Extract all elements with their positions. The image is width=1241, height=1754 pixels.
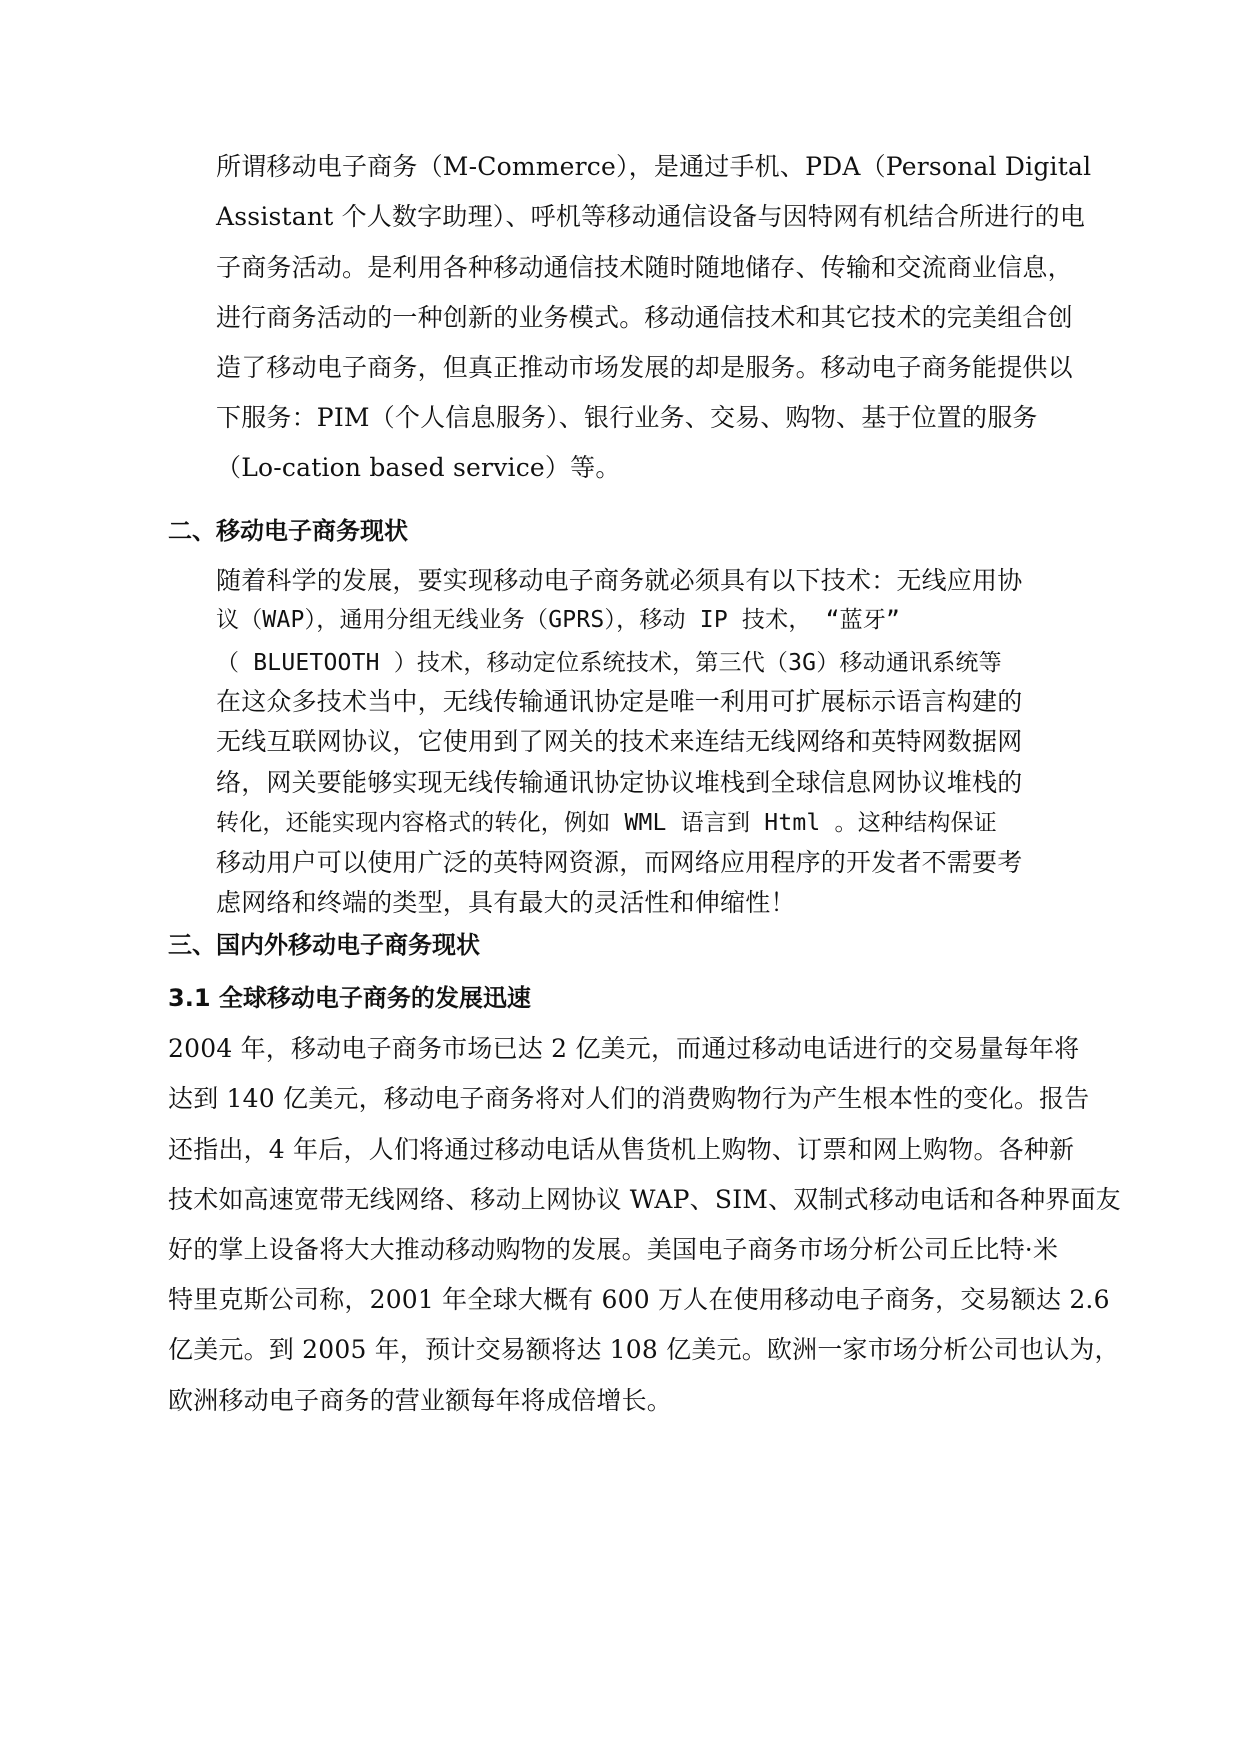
section-3-line-3: 还指出，4 年后，人们将通过移动电话从售货机上购物、订票和网上购物。各种新 bbox=[168, 1135, 1075, 1164]
section-3-line-8: 欧洲移动电子商务的营业额每年将成倍增长。 bbox=[168, 1386, 673, 1415]
section-2-line-3: （ BLUETOOTH ）技术，移动定位系统技术，第三代（3G）移动通讯系统等 bbox=[216, 650, 1002, 676]
intro-line-4: 进行商务活动的一种创新的业务模式。移动通信技术和其它技术的完美组合创 bbox=[216, 303, 1073, 332]
intro-line-5: 造了移动电子商务，但真正推动市场发展的却是服务。移动电子商务能提供以 bbox=[216, 353, 1073, 382]
section-3-heading: 三、国内外移动电子商务现状 bbox=[168, 931, 480, 959]
section-2-line-6: 络，网关要能够实现无线传输通讯协定协议堆栈到全球信息网协议堆栈的 bbox=[216, 768, 1023, 797]
section-2-line-9: 虑网络和终端的类型，具有最大的灵活性和伸缩性！ bbox=[216, 888, 796, 917]
section-2-line-2: 议（WAP），通用分组无线业务（GPRS），移动 IP 技术， “蓝牙” bbox=[216, 607, 901, 633]
section-3-line-5: 好的掌上设备将大大推动移动购物的发展。美国电子商务市场分析公司丘比特·米 bbox=[168, 1235, 1059, 1264]
section-3-line-2: 达到 140 亿美元，移动电子商务将对人们的消费购物行为产生根本性的变化。报告 bbox=[168, 1084, 1090, 1113]
intro-line-3: 子商务活动。是利用各种移动通信技术随时随地储存、传输和交流商业信息， bbox=[216, 253, 1073, 282]
intro-line-6: 下服务：PIM（个人信息服务）、银行业务、交易、购物、基于位置的服务 bbox=[216, 403, 1038, 432]
section-2-line-8: 移动用户可以使用广泛的英特网资源，而网络应用程序的开发者不需要考 bbox=[216, 848, 1023, 877]
intro-line-2: Assistant 个人数字助理）、呼机等移动通信设备与因特网有机结合所进行的电 bbox=[216, 202, 1086, 231]
section-3-1-subheading: 3.1 全球移动电子商务的发展迅速 bbox=[168, 984, 531, 1012]
section-2-line-4: 在这众多技术当中，无线传输通讯协定是唯一利用可扩展标示语言构建的 bbox=[216, 687, 1023, 716]
section-3-line-6: 特里克斯公司称，2001 年全球大概有 600 万人在使用移动电子商务，交易额达 2.6 bbox=[168, 1285, 1110, 1314]
intro-line-1: 所谓移动电子商务（M-Commerce），是通过手机、PDA（Personal Digital bbox=[216, 152, 1092, 181]
section-3-line-4: 技术如高速宽带无线网络、移动上网协议 WAP、SIM、双制式移动电话和各种界面友 bbox=[168, 1185, 1121, 1214]
section-2-line-7: 转化，还能实现内容格式的转化，例如 WML 语言到 Html 。这种结构保证 bbox=[216, 810, 997, 836]
section-3-line-7: 亿美元。到 2005 年，预计交易额将达 108 亿美元。欧洲一家市场分析公司也认为， bbox=[168, 1335, 1120, 1364]
section-2-line-1: 随着科学的发展，要实现移动电子商务就必须具有以下技术：无线应用协 bbox=[216, 566, 1023, 595]
section-2-heading: 二、移动电子商务现状 bbox=[168, 517, 408, 545]
intro-line-7: （Lo-cation based service）等。 bbox=[216, 453, 621, 482]
section-2-line-5: 无线互联网协议，它使用到了网关的技术来连结无线网络和英特网数据网 bbox=[216, 727, 1023, 756]
section-3-line-1: 2004 年，移动电子商务市场已达 2 亿美元，而通过移动电话进行的交易量每年将 bbox=[168, 1034, 1080, 1063]
